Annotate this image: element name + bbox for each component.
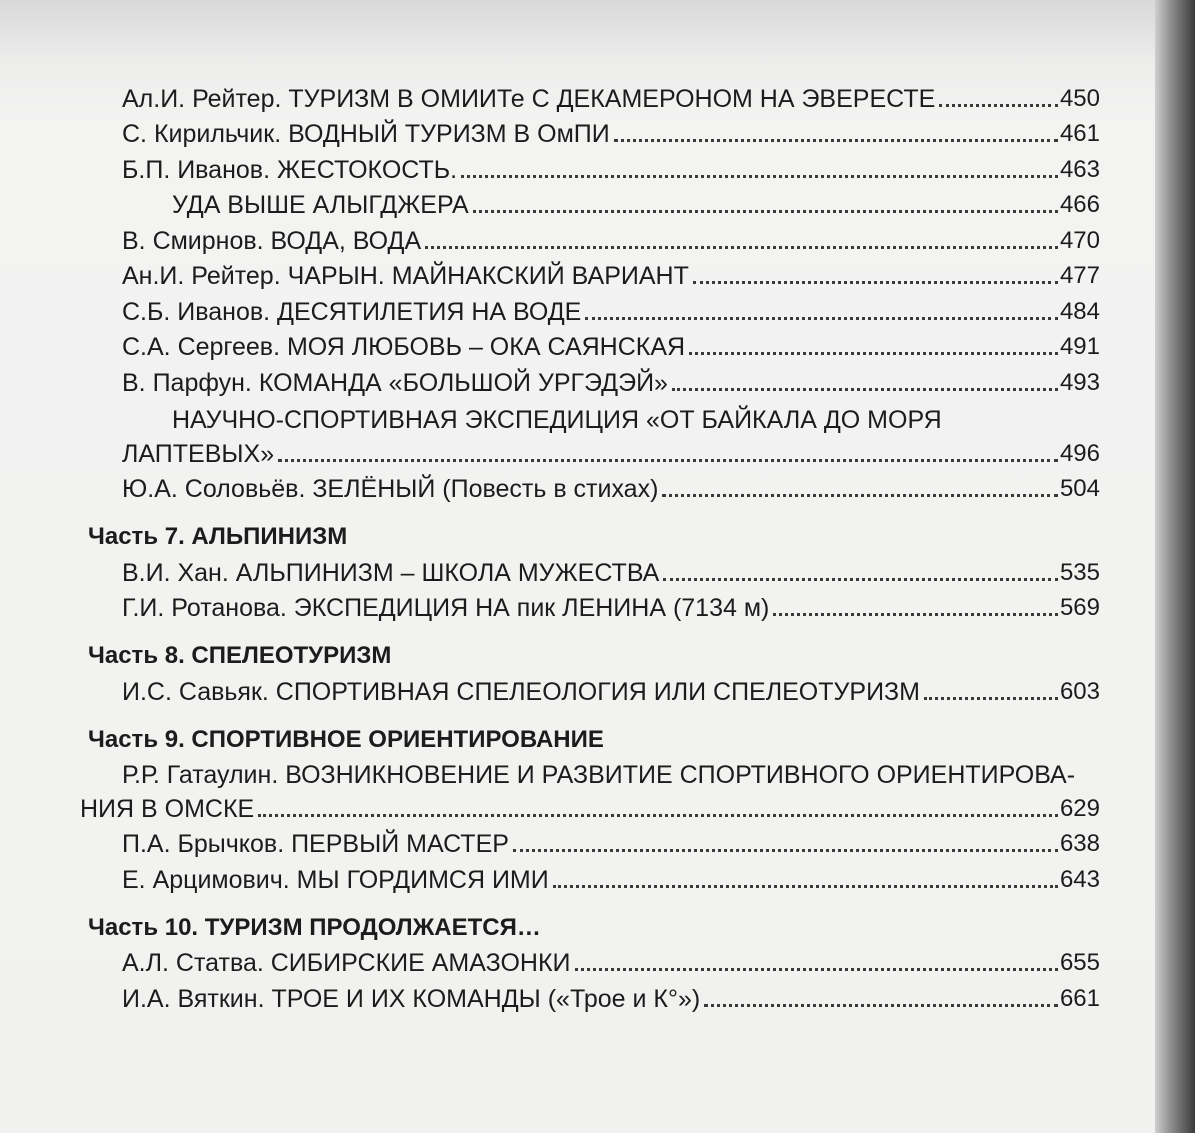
leader-dots bbox=[672, 388, 1058, 391]
leader-dots bbox=[693, 281, 1058, 284]
leader-dots bbox=[575, 968, 1058, 971]
toc-entry-title: И.А. Вяткин. ТРОЕ И ИХ КОМАНДЫ («Трое и К°») bbox=[122, 984, 701, 1013]
toc-entry-wrap-line1 bbox=[80, 398, 1100, 435]
toc-entry bbox=[80, 149, 1100, 185]
part-heading bbox=[80, 504, 1100, 552]
leader-dots bbox=[704, 1004, 1058, 1007]
toc-entry-title: В.И. Хан. АЛЬПИНИЗМ – ШКОЛА МУЖЕСТВА bbox=[122, 558, 660, 587]
toc-entry bbox=[80, 114, 1100, 150]
toc-entry-page: 638 bbox=[1059, 830, 1100, 857]
toc-entry-title: НАУЧНО-СПОРТИВНАЯ ЭКСПЕДИЦИЯ «ОТ БАЙКАЛА ДО МОРЯ bbox=[172, 405, 942, 434]
toc-entry-title: А.Л. Статва. СИБИРСКИЕ АМАЗОНКИ bbox=[122, 949, 571, 977]
toc-entry-title: Е. Арцимович. МЫ ГОРДИМСЯ ИМИ bbox=[122, 865, 549, 894]
toc-entry bbox=[80, 671, 1100, 707]
toc-entry-page: 504 bbox=[1059, 475, 1100, 502]
toc-entry bbox=[80, 588, 1100, 624]
book-spine bbox=[1155, 0, 1195, 1133]
part-heading bbox=[80, 895, 1100, 943]
leader-dots bbox=[461, 175, 1058, 178]
toc-entry-title-continued: ЛАПТЕВЫХ» bbox=[122, 439, 275, 468]
toc-entry-page: 484 bbox=[1059, 297, 1100, 325]
toc-entry-wrap-line1 bbox=[80, 755, 1100, 790]
toc-entry-title: П.А. Брычков. ПЕРВЫЙ МАСТЕР bbox=[122, 830, 509, 858]
leader-dots bbox=[773, 613, 1058, 616]
toc-entry-title: В. Парфун. КОМАНДА «БОЛЬШОЙ УРГЭДЭЙ» bbox=[122, 368, 668, 397]
table-of-contents bbox=[80, 78, 1100, 1014]
toc-entry-page: 655 bbox=[1059, 949, 1100, 976]
part-title: Часть 8. СПЕЛЕОТУРИЗМ bbox=[88, 642, 392, 669]
leader-dots bbox=[939, 104, 1058, 107]
toc-entry-page: 466 bbox=[1059, 191, 1100, 218]
part-heading bbox=[80, 707, 1100, 755]
toc-entry-title: Б.П. Иванов. ЖЕСТОКОСТЬ. bbox=[122, 155, 458, 184]
toc-entry-page: 569 bbox=[1059, 594, 1100, 621]
toc-entry bbox=[80, 220, 1100, 256]
toc-entry-title: В. Смирнов. ВОДА, ВОДА bbox=[122, 226, 422, 255]
toc-entry-wrap-line2 bbox=[80, 435, 1100, 469]
leader-dots bbox=[924, 697, 1058, 700]
toc-entry-page: 643 bbox=[1059, 865, 1100, 893]
toc-entry-page: 470 bbox=[1059, 226, 1100, 254]
leader-dots bbox=[689, 352, 1058, 355]
toc-entry-title: И.С. Савьяк. СПОРТИВНАЯ СПЕЛЕОЛОГИЯ ИЛИ СПЕЛЕОТУРИЗМ bbox=[122, 677, 920, 706]
toc-entry bbox=[80, 943, 1100, 979]
toc-entry-title: УДА ВЫШЕ АЛЫГДЖЕРА bbox=[172, 191, 469, 219]
part-title: Часть 9. СПОРТИВНОЕ ОРИЕНТИРОВАНИЕ bbox=[88, 725, 604, 753]
toc-entry-title: С.Б. Иванов. ДЕСЯТИЛЕТИЯ НА ВОДЕ bbox=[122, 297, 582, 326]
leader-dots bbox=[425, 246, 1058, 249]
leader-dots bbox=[513, 849, 1058, 852]
toc-entry bbox=[80, 78, 1100, 114]
leader-dots bbox=[473, 210, 1058, 213]
toc-entry bbox=[80, 256, 1100, 292]
toc-entry-title: Ю.А. Соловьёв. ЗЕЛЁНЫЙ (Повесть в стихах) bbox=[122, 475, 659, 503]
toc-entry-title: Г.И. Ротанова. ЭКСПЕДИЦИЯ НА пик ЛЕНИНА (7134 м) bbox=[122, 594, 770, 622]
toc-entry bbox=[80, 469, 1100, 505]
toc-entry bbox=[80, 552, 1100, 588]
leader-dots bbox=[663, 578, 1058, 581]
toc-entry bbox=[80, 327, 1100, 363]
toc-entry-title: Ан.И. Рейтер. ЧАРЫН. МАЙНАКСКИЙ ВАРИАНТ bbox=[122, 262, 689, 290]
toc-entry-page: 461 bbox=[1059, 120, 1100, 147]
leader-dots bbox=[553, 885, 1058, 888]
toc-entry bbox=[80, 362, 1100, 398]
part-heading bbox=[80, 623, 1100, 671]
toc-entry bbox=[80, 291, 1100, 327]
toc-entry-page: 603 bbox=[1059, 677, 1100, 705]
leader-dots bbox=[278, 459, 1058, 462]
toc-entry bbox=[80, 185, 1100, 221]
part-title: Часть 10. ТУРИЗМ ПРОДОЛЖАЕТСЯ… bbox=[88, 913, 541, 941]
toc-entry-page: 629 bbox=[1059, 794, 1100, 822]
leader-dots bbox=[585, 317, 1058, 320]
toc-entry-page: 463 bbox=[1059, 155, 1100, 183]
toc-entry-title: С. Кирильчик. ВОДНЫЙ ТУРИЗМ В ОмПИ bbox=[122, 120, 610, 148]
toc-entry-title: Р.Р. Гатаулин. ВОЗНИКНОВЕНИЕ И РАЗВИТИЕ СПОРТИВНОГО ОРИЕНТИРОВА- bbox=[122, 760, 1076, 789]
toc-entry-wrap-line2 bbox=[80, 790, 1100, 824]
toc-entry bbox=[80, 859, 1100, 895]
leader-dots bbox=[258, 814, 1058, 817]
toc-entry-page: 491 bbox=[1059, 333, 1100, 360]
toc-entry-title-continued: НИЯ В ОМСКЕ bbox=[80, 794, 255, 823]
toc-entry-page: 477 bbox=[1059, 262, 1100, 289]
toc-entry-page: 493 bbox=[1059, 368, 1100, 396]
toc-entry-title: Ал.И. Рейтер. ТУРИЗМ В ОМИИТе С ДЕКАМЕРОНОМ НА ЭВЕРЕСТЕ bbox=[122, 84, 936, 113]
leader-dots bbox=[662, 494, 1058, 497]
toc-entry-title: С.А. Сергеев. МОЯ ЛЮБОВЬ – ОКА САЯНСКАЯ bbox=[122, 333, 686, 361]
part-title: Часть 7. АЛЬПИНИЗМ bbox=[88, 523, 348, 550]
toc-entry-page: 661 bbox=[1059, 984, 1100, 1012]
toc-entry bbox=[80, 824, 1100, 860]
toc-entry-page: 450 bbox=[1059, 84, 1100, 112]
toc-entry bbox=[80, 978, 1100, 1014]
leader-dots bbox=[614, 139, 1058, 142]
toc-entry-page: 535 bbox=[1059, 558, 1100, 586]
toc-entry-page: 496 bbox=[1059, 439, 1100, 467]
